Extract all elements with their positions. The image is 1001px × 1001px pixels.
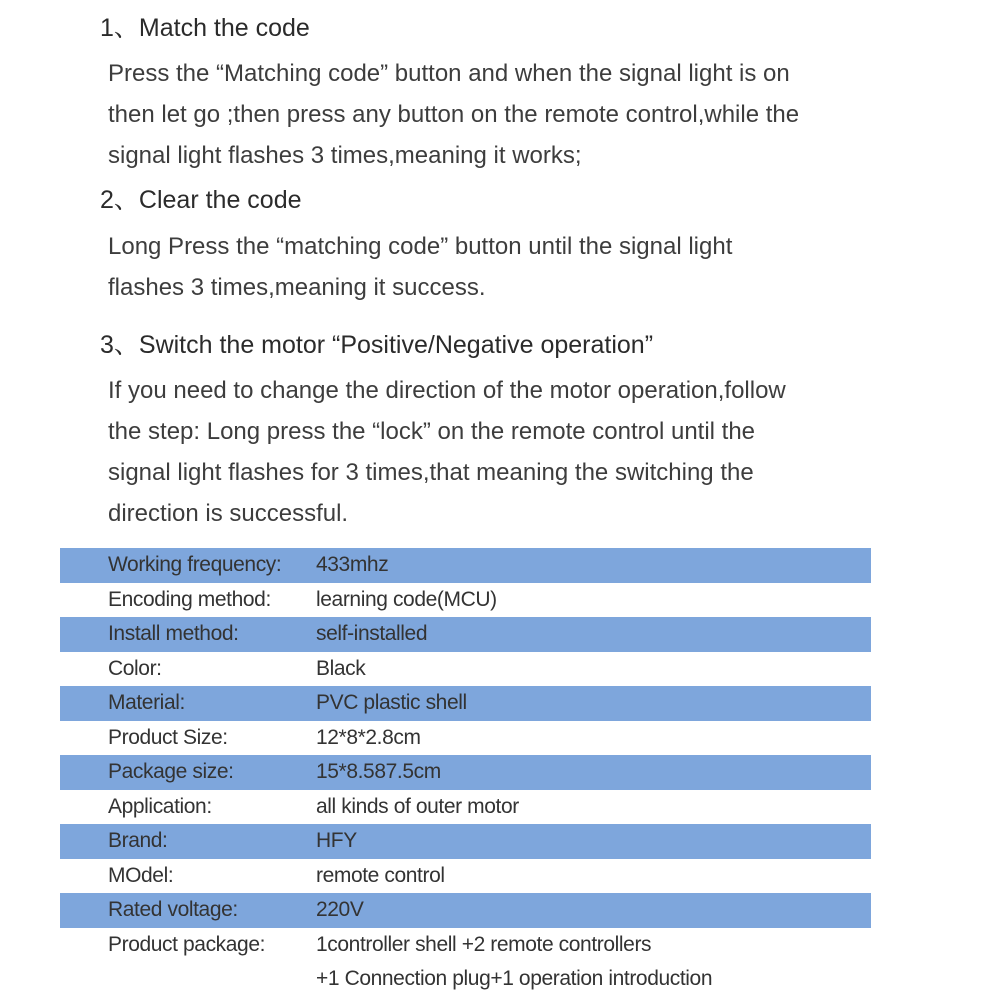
spec-table	[60, 548, 871, 998]
spec-label: Color:	[108, 656, 162, 680]
spec-label: Brand:	[108, 829, 168, 852]
section-3-line-3: signal light flashes for 3 times,that meaning the switching the	[108, 459, 754, 486]
spec-label: Encoding method:	[108, 587, 271, 611]
section-3-line-4: direction is successful.	[108, 500, 349, 527]
spec-value: 433mhz	[316, 553, 389, 576]
section-3-heading: 3、Switch the motor “Positive/Negative operation”	[100, 331, 654, 359]
spec-value: PVC plastic shell	[316, 691, 467, 714]
section-1-body	[108, 53, 799, 176]
spec-value-line-2: +1 Connection plug+1 operation introduction	[316, 967, 713, 990]
spec-label: Product package:	[108, 932, 266, 956]
spec-value: 12*8*2.8cm	[316, 725, 421, 749]
spec-value: 15*8.587.5cm	[316, 760, 441, 783]
spec-label: Material:	[108, 691, 185, 714]
spec-value: 220V	[316, 898, 364, 921]
spec-row-application	[60, 790, 871, 825]
spec-value: Black	[316, 656, 366, 680]
spec-label: Product Size:	[108, 725, 228, 749]
spec-label: Application:	[108, 794, 212, 818]
spec-value: HFY	[316, 829, 357, 852]
spec-row-model	[60, 859, 871, 894]
section-2-body	[108, 226, 732, 308]
spec-label: Rated voltage:	[108, 898, 238, 921]
spec-row-product-package	[60, 928, 871, 998]
spec-label: MOdel:	[108, 863, 174, 887]
section-1-line-1: Press the “Matching code” button and when the signal light is on	[108, 60, 790, 87]
spec-row-working-frequency	[60, 548, 871, 583]
spec-value: self-installed	[316, 622, 428, 645]
spec-value-line-1: 1controller shell +2 remote controllers	[316, 932, 652, 956]
section-1-line-3: signal light flashes 3 times,meaning it works;	[108, 142, 582, 169]
spec-value	[316, 928, 712, 997]
spec-value: learning code(MCU)	[316, 587, 497, 611]
section-1-line-2: then let go ;then press any button on the remote control,while the	[108, 101, 800, 128]
spec-row-rated-voltage	[60, 893, 871, 928]
section-2-heading: 2、Clear the code	[100, 186, 302, 214]
spec-row-package-size	[60, 755, 871, 790]
section-2-line-1: Long Press the “matching code” button until the signal light	[108, 233, 733, 260]
spec-row-encoding-method	[60, 583, 871, 618]
spec-value: all kinds of outer motor	[316, 794, 519, 818]
section-3-line-2: the step: Long press the “lock” on the remote control until the	[108, 418, 756, 445]
spec-label: Install method:	[108, 622, 239, 645]
spec-row-material	[60, 686, 871, 721]
section-2-line-2: flashes 3 times,meaning it success.	[108, 274, 486, 301]
spec-value: remote control	[316, 863, 445, 887]
spec-label: Working frequency:	[108, 553, 282, 576]
section-3-body	[108, 370, 786, 534]
section-3-line-1: If you need to change the direction of the motor operation,follow	[108, 377, 786, 404]
spec-row-brand	[60, 824, 871, 859]
spec-row-install-method	[60, 617, 871, 652]
spec-row-color	[60, 652, 871, 687]
spec-label: Package size:	[108, 760, 234, 783]
section-1-heading: 1、Match the code	[100, 14, 310, 42]
spec-row-product-size	[60, 721, 871, 756]
